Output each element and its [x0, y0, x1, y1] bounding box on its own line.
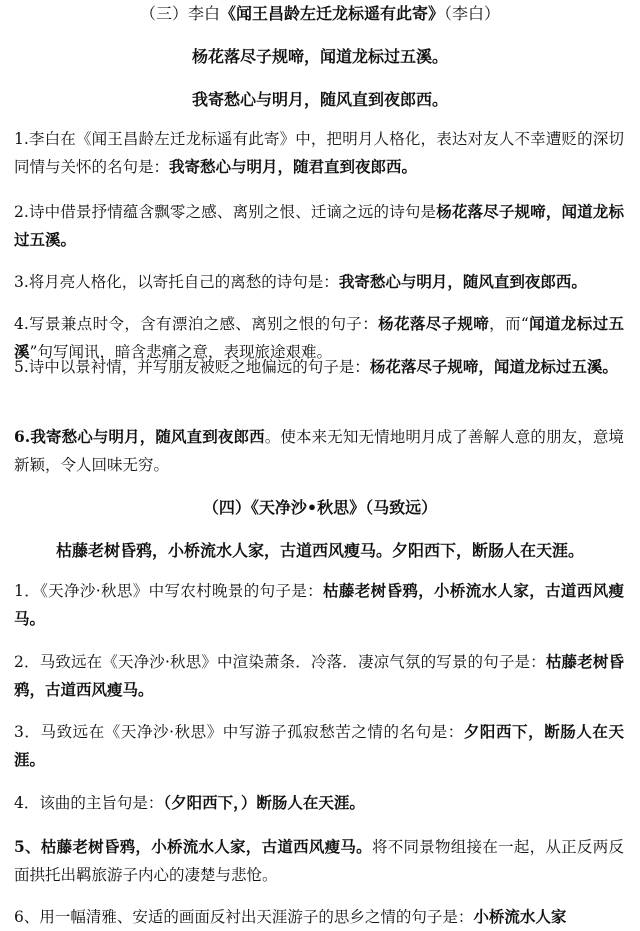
item-answer: 我寄愁心与明月，随君直到夜郎西。 — [169, 157, 418, 176]
section4-title-dot: • — [306, 498, 318, 517]
item-question: 该曲的主旨句是： — [39, 794, 164, 812]
item-explanation: ”句写闻讯，暗含悲痛之意，表现旅途艰难。 — [29, 343, 332, 361]
section4-item-1 — [14, 577, 624, 633]
item-question: 将月亮人格化，以寄托自己的离愁的诗句是： — [28, 273, 339, 291]
item-answer: 夕阳西下，断肠人在天涯。 — [14, 722, 624, 769]
item-answer: 枯藤老树昏鸦，古道西风瘦马。 — [14, 652, 624, 699]
item-number: 3． — [14, 723, 41, 741]
item-answer: 小桥流水人家 — [473, 907, 567, 926]
item-answer: （夕阳西下，）断肠人在天涯。 — [163, 793, 365, 812]
item-explanation: 。使本来无知无情地明月成了善解人意的朋友，意境新颖，令人回味无穷。 — [14, 428, 624, 474]
item-explanation: 将不同景物组接在一起，从正反两反面拱托出羁旅游子内心的凄楚与悲怆。 — [14, 838, 624, 884]
item-number: 1. — [14, 130, 29, 148]
section4-title — [0, 497, 640, 519]
item-question: 马致远在《天净沙·秋思》中渲染萧条．冷落．凄凉气氛的写景的句子是： — [39, 653, 546, 671]
item-question: 《天净沙·秋思》中写农村晚景的句子是： — [40, 582, 324, 600]
item-answer: 杨花落尽子规啼 — [378, 314, 490, 333]
section4-item-2 — [14, 648, 624, 704]
section4-item-5 — [14, 833, 624, 889]
item-number: 2. — [14, 203, 29, 221]
item-number: 3. — [14, 273, 29, 291]
item-connector: ，而“ — [489, 315, 529, 333]
item-number: 6. — [14, 427, 31, 446]
section3-item-6 — [14, 423, 624, 479]
section4-title-part2: 秋思》（马致远） — [317, 498, 438, 517]
item-question: 诗中以景衬情，并写朋友被贬之地偏远的句子是： — [28, 358, 370, 376]
item-question: 用一幅清雅、安适的画面反衬出天涯游子的思乡之情的句子是： — [39, 908, 474, 926]
item-answer: 杨花落尽子规啼，闻道龙标过五溪。 — [14, 202, 624, 249]
item-number: 1． — [14, 582, 41, 600]
section3-item-3 — [14, 268, 624, 296]
item-number: 6、 — [14, 908, 40, 926]
item-answer: 枯藤老树昏鸦，小桥流水人家，古道西风瘦马。 — [40, 837, 372, 856]
item-question: 写景兼点时令，含有漂泊之感、离别之恨的句子： — [28, 315, 379, 333]
item-answer: 杨花落尽子规啼，闻道龙标过五溪。 — [369, 357, 618, 376]
item-question: 李白在《闻王昌龄左迁龙标遥有此寄》中，把明月人格化，表达对友人不幸遭贬的深切同情与关怀的名句是： — [14, 130, 624, 176]
section3-item-5 — [14, 353, 624, 381]
item-question: 马致远在《天净沙·秋思》中写游子孤寂愁苦之情的名句是： — [40, 723, 464, 741]
section3-item-1 — [14, 125, 624, 181]
item-answer: 枯藤老树昏鸦，小桥流水人家，古道西风瘦马。 — [14, 581, 624, 628]
section4-item-6 — [14, 903, 624, 931]
section3-poem-line1: 杨花落尽子规啼，闻道龙标过五溪。 — [191, 47, 448, 66]
section4-item-3 — [14, 718, 624, 774]
item-number: 4． — [14, 794, 40, 812]
item-answer: 我寄愁心与明月，随风直到夜郎西 — [30, 427, 265, 446]
section3-title-prefix: （三）李白 — [139, 4, 220, 23]
section4-title-part1: （四）《天净沙 — [202, 498, 307, 517]
section3-title-poem: 《闻王昌龄左迁龙标遥有此寄》 — [219, 4, 444, 23]
item-number: 5、 — [14, 837, 41, 856]
section4-item-4 — [14, 789, 624, 817]
section3-title — [0, 3, 640, 25]
item-answer: 我寄愁心与明月，随风直到夜郎西。 — [338, 272, 587, 291]
item-number: 5. — [14, 358, 29, 376]
item-question: 诗中借景抒情蕴含飘零之感、离别之恨、迁谪之远的诗句是 — [28, 203, 437, 221]
section3-item-2 — [14, 198, 624, 254]
item-answer-2: 闻道龙标过五溪 — [14, 314, 624, 361]
section3-poem-line2: 我寄愁心与明月，随风直到夜郎西。 — [191, 90, 448, 109]
section4-poem: 枯藤老树昏鸦，小桥流水人家，古道西风瘦马。夕阳西下，断肠人在天涯。 — [55, 541, 584, 560]
item-number: 4. — [14, 315, 29, 333]
item-number: 2． — [14, 653, 40, 671]
section3-title-author: （李白） — [444, 4, 501, 23]
